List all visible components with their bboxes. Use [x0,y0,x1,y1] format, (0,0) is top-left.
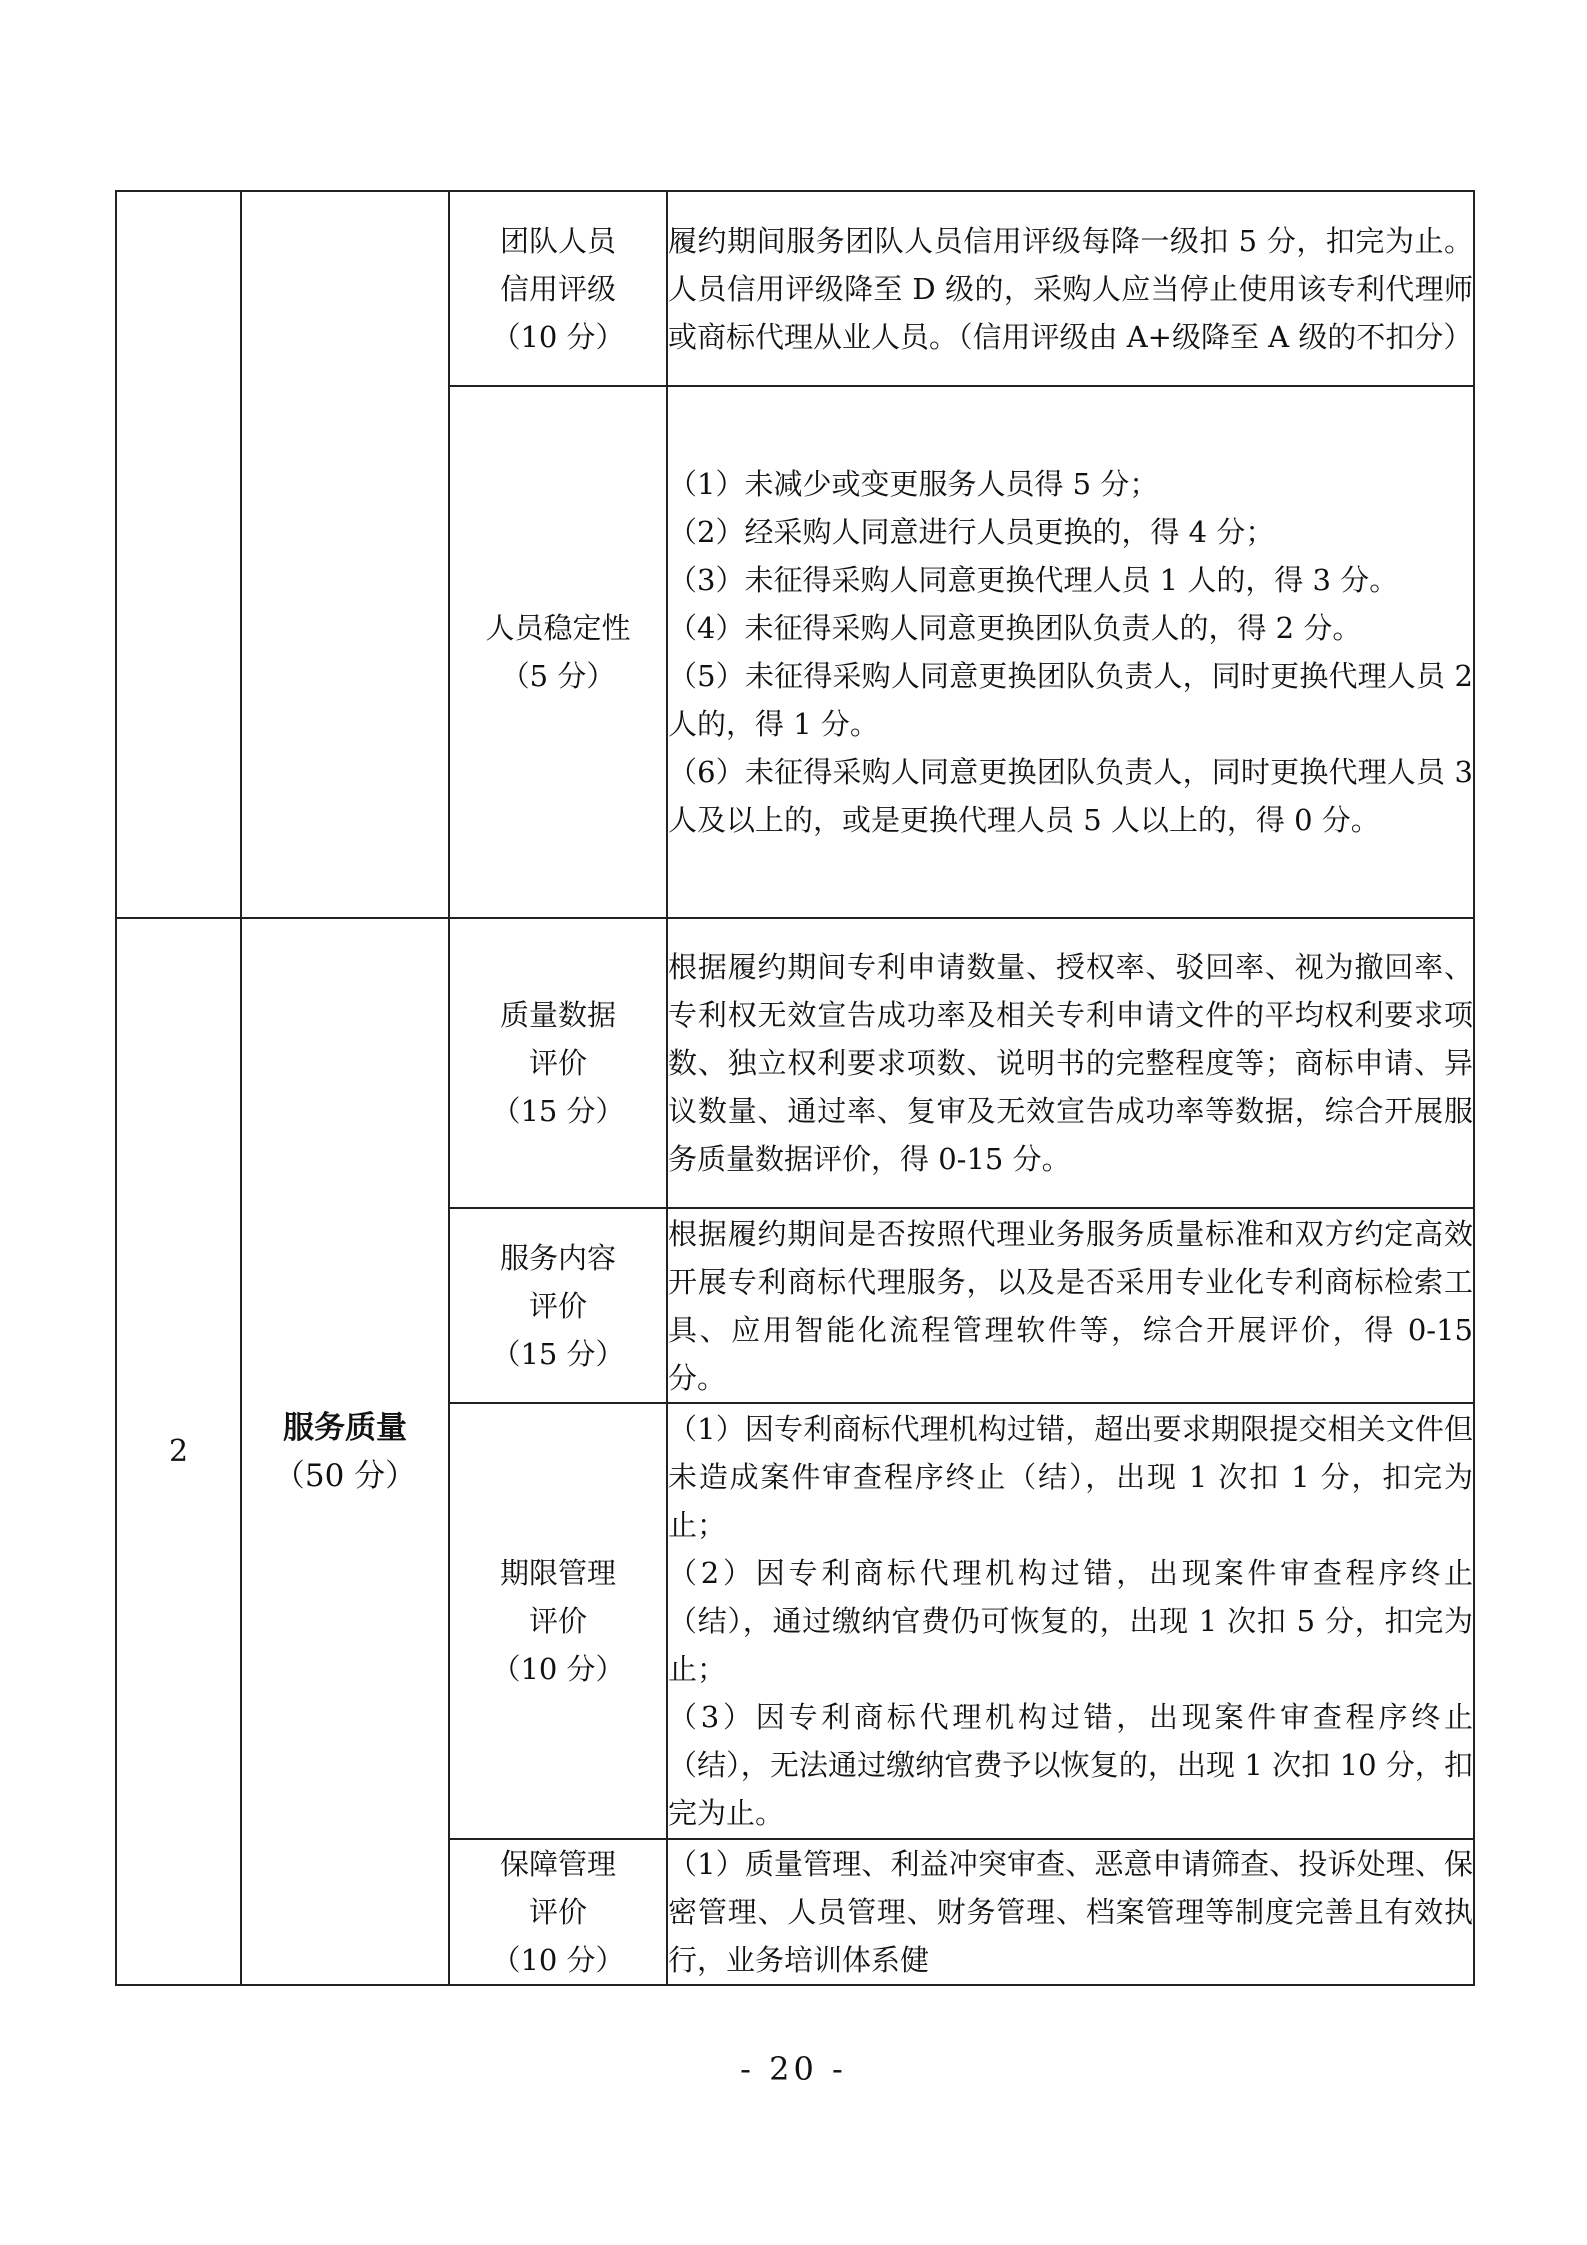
item-cell [449,918,667,1208]
item-name-line: 期限管理 [499,1556,616,1590]
criteria-text: （1）未减少或变更服务人员得 5 分； [668,467,1159,501]
item-name-line: 质量数据 [499,998,616,1032]
item-cell [449,191,667,386]
criteria-cell [667,1403,1474,1839]
item-name-line: 团队人员 [499,223,616,258]
item-cell [449,1839,667,1985]
criteria-text: 根据履约期间专利申请数量、授权率、驳回率、视为撤回率、专利权无效宣告成功率及相关专利申请文件的平均权利要求项数、独立权利要求项数、说明书的完整程度等；商标申请、异议数量、通过率、复审及无效宣告成功率等数据，综合开展服务质量数据评价，得 0-15 分。 [668,950,1473,1176]
item-name-line: 人员稳定性 [485,611,631,645]
item-name-line: 评价 [528,1288,587,1323]
item-name-line: 服务内容 [499,1240,616,1275]
item-score: （15 分） [491,1336,625,1371]
criteria-cell [667,1208,1474,1403]
item-score: （15 分） [491,1094,625,1128]
criteria-text: 根据履约期间是否按照代理业务服务质量标准和双方约定高效开展专利商标代理服务，以及是否采用专业化专利商标检索工具、应用智能化流程管理软件等，综合开展评价，得 0-15 分。 [668,1216,1473,1395]
category-name: 服务质量 [283,1409,407,1446]
evaluation-table [115,190,1475,1986]
item-name-line: 保障管理 [499,1847,616,1881]
item-cell [449,1208,667,1403]
item-name-line: 评价 [528,1046,587,1080]
item-name-line: 评价 [528,1604,587,1638]
criteria-cell [667,1839,1474,1985]
section-number: 2 [116,918,241,1985]
item-score: （10 分） [491,1943,625,1977]
table-row [116,191,1474,386]
criteria-text: （5）未征得采购人同意更换团队负责人，同时更换代理人员 2 人的，得 1 分。 [668,659,1473,741]
category-score: （50 分） [273,1457,417,1494]
criteria-text: （1）质量管理、利益冲突审查、恶意申请筛查、投诉处理、保密管理、人员管理、财务管理、档案管理等制度完善且有效执行，业务培训体系健 [668,1847,1473,1977]
number-cell-continued [116,191,241,918]
criteria-text: 履约期间服务团队人员信用评级每降一级扣 5 分，扣完为止。人员信用评级降至 D 级的，采购人应当停止使用该专利代理师或商标代理从业人员。（信用评级由 A+级降至 A 级的不扣分） [668,223,1473,354]
criteria-text: （3）因专利商标代理机构过错，出现案件审查程序终止（结），无法通过缴纳官费予以恢复的，出现 1 次扣 10 分，扣完为止。 [668,1700,1473,1830]
item-name-line: 信用评级 [499,271,616,306]
table-row [116,918,1474,1208]
criteria-text: （2）经采购人同意进行人员更换的，得 4 分； [668,515,1275,549]
item-score: （10 分） [491,1652,625,1686]
item-name-line: 评价 [528,1895,587,1929]
criteria-text: （3）未征得采购人同意更换代理人员 1 人的，得 3 分。 [668,563,1399,597]
item-score: （10 分） [491,319,625,354]
item-cell [449,1403,667,1839]
category-cell [241,918,449,1985]
category-cell-continued [241,191,449,918]
item-score: （5 分） [500,659,616,693]
criteria-cell [667,191,1474,386]
criteria-text: （2）因专利商标代理机构过错，出现案件审查程序终止（结），通过缴纳官费仍可恢复的，出现 1 次扣 5 分，扣完为止； [668,1556,1473,1686]
criteria-text: （4）未征得采购人同意更换团队负责人的，得 2 分。 [668,611,1362,645]
page-number: - 20 - [740,2050,847,2088]
criteria-text: （6）未征得采购人同意更换团队负责人，同时更换代理人员 3 人及以上的，或是更换代理人员 5 人以上的，得 0 分。 [668,755,1473,837]
criteria-text: （1）因专利商标代理机构过错，超出要求期限提交相关文件但未造成案件审查程序终止（结），出现 1 次扣 1 分，扣完为止； [668,1412,1473,1542]
criteria-cell [667,918,1474,1208]
criteria-cell [667,386,1474,918]
item-cell [449,386,667,918]
